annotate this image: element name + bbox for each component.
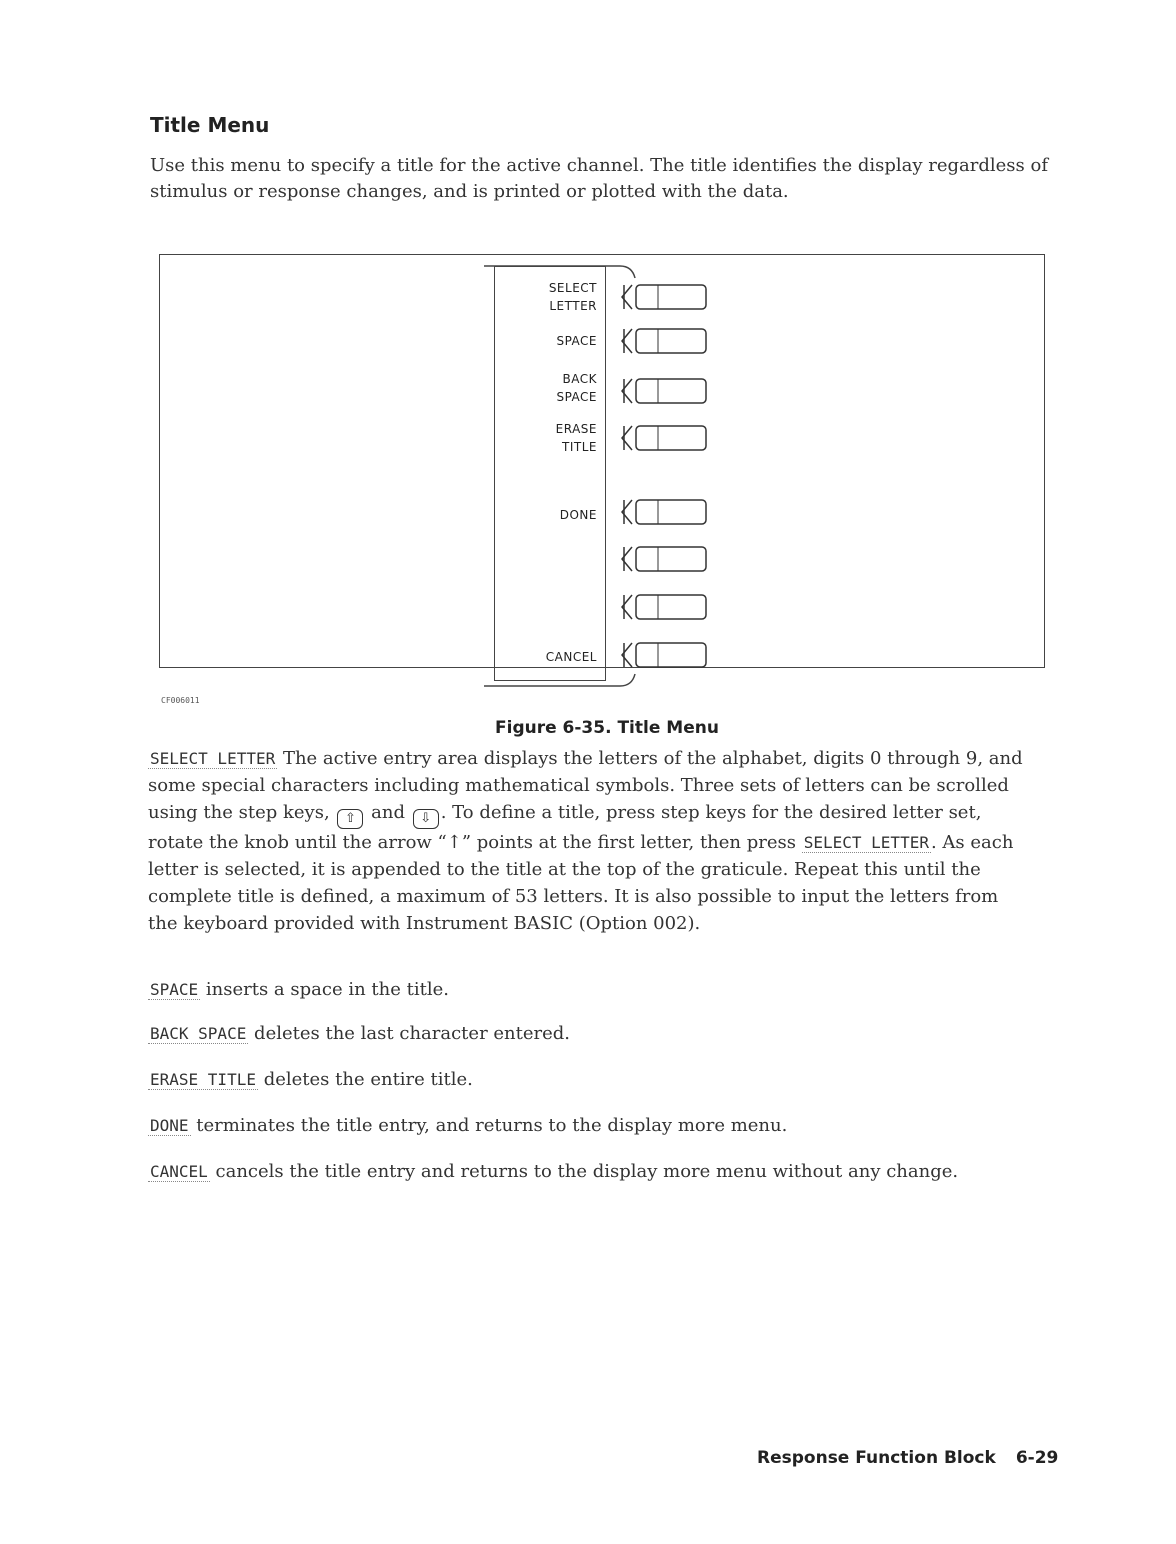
softkey-6 [620, 545, 708, 573]
entry-cancel: CANCEL cancels the title entry and returns to the display more menu without any change. [150, 1161, 959, 1182]
softkey-8 [620, 641, 708, 669]
key-cancel: CANCEL [150, 1162, 208, 1181]
menu-label-cancel: CANCEL [545, 650, 597, 664]
page-number: 6-29 [1015, 1448, 1059, 1468]
menu-label-select-letter: SELECT LETTER [548, 281, 597, 313]
key-back-space: BACK SPACE [150, 1024, 247, 1043]
key-done: DONE [150, 1116, 189, 1135]
menu-label-back-space: BACK SPACE [556, 372, 597, 404]
entry-space: SPACE inserts a space in the title. [150, 979, 449, 1000]
down-arrow-key-icon: ⇩ [413, 809, 439, 829]
softkey-1 [620, 283, 708, 311]
softkey-7 [620, 593, 708, 621]
up-arrow-key-icon: ⇧ [337, 809, 363, 829]
key-select-letter: SELECT LETTER [150, 749, 276, 768]
page-footer [757, 1448, 1058, 1468]
softkey-2 [620, 327, 708, 355]
section-title: Title Menu [150, 113, 270, 137]
figure-code: CF006011 [161, 696, 200, 705]
entry-select-letter: SELECT LETTER The active entry area displays the letters of the alphabet, digits 0 through 9, and some special characters including mathematical symbols. Three sets of letters can be scrolled using the step keys, ⇧ and ⇩ . To define a title, press step keys for the desired letter set, rotate the knob until the arrow “↑” points at the first letter, then press SELECT LETTER . As each letter is selected, it is appended to the title at the top of the graticule. Repeat this until the complete title is defined, a maximum of 53 letters. It is also possible to input the letters from the keyboard provided with Instrument BASIC (Option 002). [148, 748, 1023, 934]
footer-section: Response Function Block [757, 1448, 996, 1468]
softkey-5 [620, 498, 708, 526]
softkey-3 [620, 377, 708, 405]
menu-label-done: DONE [559, 508, 597, 522]
key-erase-title: ERASE TITLE [150, 1070, 256, 1089]
entry-done: DONE terminates the title entry, and returns to the display more menu. [150, 1115, 788, 1136]
key-space: SPACE [150, 980, 199, 999]
softkey-menu-panel [494, 266, 606, 681]
softkey-4 [620, 424, 708, 452]
figure-caption: Figure 6-35. Title Menu [495, 718, 719, 738]
intro-paragraph: Use this menu to specify a title for the active channel. The title identifies the display regardless of stimulus or response changes, and is printed or plotted with the data. [150, 155, 1048, 202]
entry-erase-title: ERASE TITLE deletes the entire title. [150, 1069, 473, 1090]
entry-back-space: BACK SPACE deletes the last character entered. [150, 1023, 571, 1044]
key-select-letter-inline: SELECT LETTER [803, 833, 929, 852]
menu-label-space: SPACE [556, 334, 597, 348]
menu-label-erase-title: ERASE TITLE [555, 422, 597, 454]
